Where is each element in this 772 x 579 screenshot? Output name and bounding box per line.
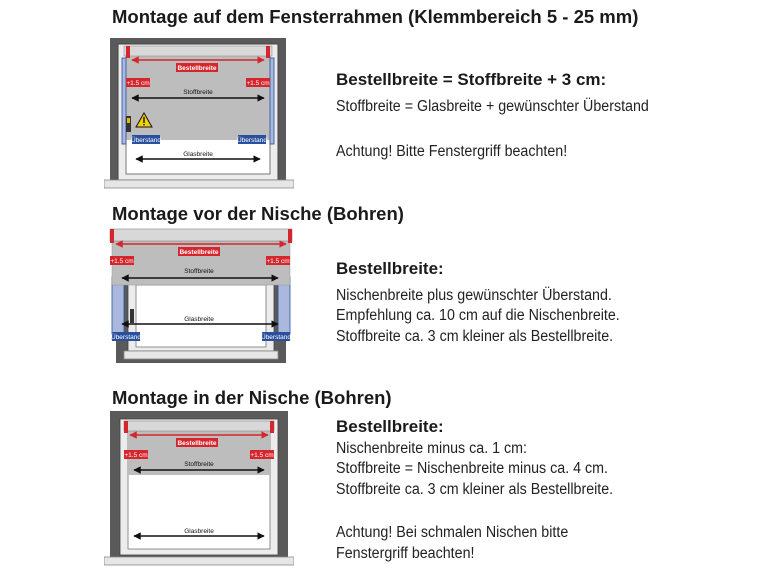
blind-headrail — [124, 421, 274, 431]
section-2-heading: Bestellbreite: — [336, 259, 444, 278]
label-glasbreite: Glasbreite — [184, 528, 214, 535]
section-3-line-3: Stoffbreite ca. 3 cm kleiner als Bestellbreite. — [336, 481, 614, 498]
blind-headrail — [124, 46, 272, 56]
section-3-heading: Bestellbreite: — [336, 417, 444, 436]
label-plus-right: +1.5 cm — [246, 80, 270, 87]
label-plus-left: +1.5 cm — [126, 80, 150, 87]
label-ueberstand-left: Überstand — [131, 137, 161, 144]
section-1-title: Montage auf dem Fensterrahmen (Klemmbereich 5 - 25 mm) — [112, 6, 639, 27]
section-1-line-3: Achtung! Bitte Fenstergriff beachten! — [336, 143, 568, 160]
label-plus-left: +1.5 cm — [124, 452, 148, 459]
label-plus-right: +1.5 cm — [266, 258, 290, 265]
diagram-2 — [108, 227, 294, 365]
label-plus-right: +1.5 cm — [250, 452, 274, 459]
side-clamp-right — [270, 58, 274, 144]
window-sill — [104, 180, 294, 188]
label-ueberstand-right: Überstand — [261, 334, 291, 341]
label-ueberstand-left: Überstand — [111, 334, 141, 341]
section-2-title: Montage vor der Nische (Bohren) — [112, 203, 404, 224]
section-1-line-1: Stoffbreite = Glasbreite + gewünschter Überstand — [336, 98, 649, 115]
window-handle — [130, 309, 134, 323]
window-sill — [124, 351, 278, 359]
label-glasbreite: Glasbreite — [183, 151, 213, 158]
section-2-line-1: Nischenbreite plus gewünschter Überstand. — [336, 287, 612, 304]
window-sill — [104, 557, 294, 565]
label-stoffbreite: Stoffbreite — [184, 268, 214, 275]
label-ueberstand-right: Überstand — [237, 137, 267, 144]
section-3-line-1: Nischenbreite minus ca. 1 cm: — [336, 440, 528, 457]
section-3-line-2: Stoffbreite = Nischenbreite minus ca. 4 cm. — [336, 460, 609, 477]
label-stoffbreite: Stoffbreite — [183, 89, 213, 96]
diagram-1 — [104, 34, 294, 192]
label-glasbreite: Glasbreite — [184, 316, 214, 323]
blind-headrail — [110, 229, 292, 241]
section-2-line-2: Empfehlung ca. 10 cm auf die Nischenbreite. — [336, 307, 620, 324]
label-bestellbreite: Bestellbreite — [179, 249, 219, 256]
label-stoffbreite: Stoffbreite — [184, 461, 214, 468]
section-2-line-3: Stoffbreite ca. 3 cm kleiner als Bestellbreite. — [336, 328, 614, 345]
section-3-line-5: Achtung! Bei schmalen Nischen bitte — [336, 524, 569, 541]
section-3-title: Montage in der Nische (Bohren) — [112, 387, 392, 408]
side-clamp-left — [122, 58, 126, 144]
section-1-heading: Bestellbreite = Stoffbreite + 3 cm: — [336, 70, 607, 89]
section-3-line-6: Fenstergriff beachten! — [336, 545, 475, 562]
label-bestellbreite: Bestellbreite — [177, 65, 217, 72]
label-bestellbreite: Bestellbreite — [177, 440, 217, 447]
diagram-3 — [104, 409, 294, 569]
label-plus-left: +1.5 cm — [110, 258, 134, 265]
